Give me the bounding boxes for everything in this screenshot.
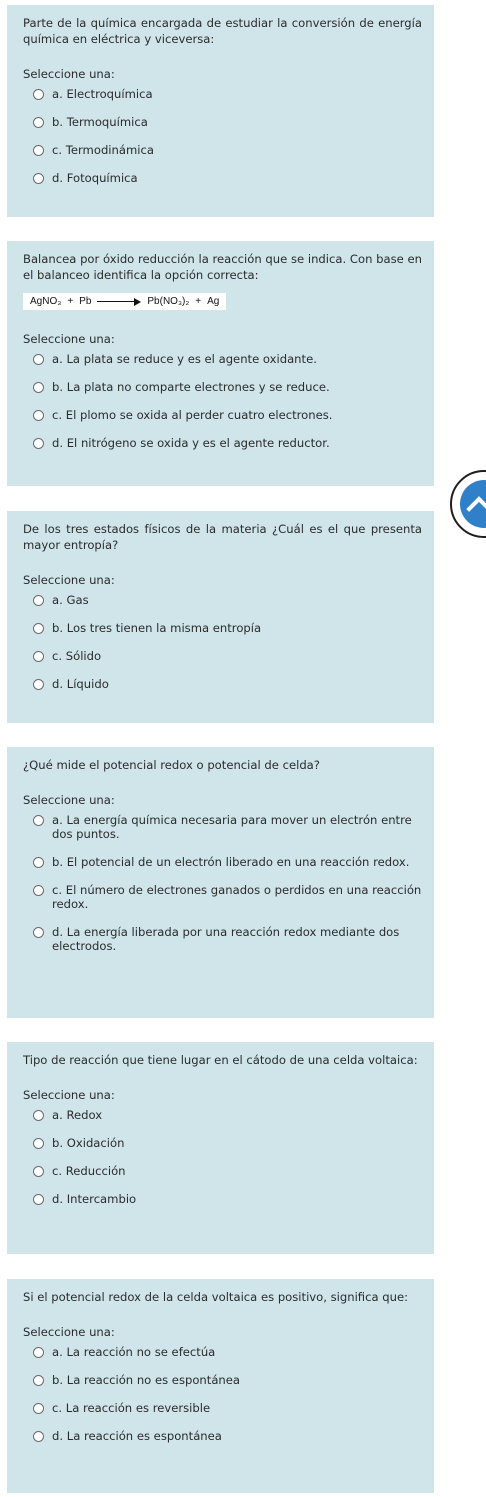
radio-button[interactable] [33,89,44,100]
question-1 [7,5,434,217]
question-3-prompt: Seleccione una: [23,573,115,587]
question-5-option-b[interactable]: b. Oxidación [23,1136,422,1150]
equation-box [23,293,226,310]
radio-button[interactable] [33,410,44,421]
question-3-option-c[interactable]: c. Sólido [23,649,422,663]
scroll-to-top-button[interactable] [450,470,486,538]
question-4 [7,747,434,1018]
question-6-option-d[interactable]: d. La reacción es espontánea [23,1429,422,1443]
question-6-prompt: Seleccione una: [23,1325,115,1339]
radio-button[interactable] [33,927,44,938]
chevron-up-icon [460,480,486,528]
question-6 [7,1279,434,1493]
question-4-options [23,813,422,953]
question-1-prompt: Seleccione una: [23,67,115,81]
radio-button[interactable] [33,1138,44,1149]
equation-plus-1: + [67,296,74,307]
reaction-equation [23,293,422,310]
radio-button[interactable] [33,1166,44,1177]
question-5-prompt: Seleccione una: [23,1088,115,1102]
question-1-option-d[interactable]: d. Fotoquímica [23,171,422,185]
question-3-option-d[interactable]: d. Líquido [23,677,422,691]
question-1-option-a[interactable]: a. Electroquímica [23,87,422,101]
radio-button[interactable] [33,1431,44,1442]
question-5-text: Tipo de reacción que tiene lugar en el cátodo de una celda voltaica: [23,1053,418,1067]
question-3-options [23,593,422,691]
equation-product-2: Ag [207,296,220,307]
radio-button[interactable] [33,173,44,184]
radio-button[interactable] [33,885,44,896]
question-2-option-a[interactable]: a. La plata se reduce y es el agente oxidante. [23,352,422,366]
radio-button[interactable] [33,595,44,606]
question-5 [7,1042,434,1254]
question-2-prompt: Seleccione una: [23,332,115,346]
question-3-text: De los tres estados físicos de la materia ¿Cuál es el que presenta mayor entropía? [23,522,422,552]
question-2-option-c[interactable]: c. El plomo se oxida al perder cuatro electrones. [23,408,422,422]
question-4-text: ¿Qué mide el potencial redox o potencial de celda? [23,758,320,772]
question-6-option-c[interactable]: c. La reacción es reversible [23,1401,422,1415]
radio-button[interactable] [33,145,44,156]
question-3-option-b[interactable]: b. Los tres tienen la misma entropía [23,621,422,635]
radio-button[interactable] [33,857,44,868]
question-4-prompt: Seleccione una: [23,793,115,807]
question-4-option-b[interactable]: b. El potencial de un electrón liberado en una reacción redox. [23,855,422,869]
radio-button[interactable] [33,1194,44,1205]
radio-button[interactable] [33,1110,44,1121]
question-1-option-c[interactable]: c. Termodinámica [23,143,422,157]
question-2-options [23,352,422,450]
question-6-option-a[interactable]: a. La reacción no se efectúa [23,1345,422,1359]
equation-product-1: Pb(NO₃)₂ [147,296,190,307]
question-4-option-d[interactable]: d. La energía liberada por una reacción redox mediante dos electrodos. [23,925,422,953]
question-2-option-d[interactable]: d. El nitrógeno se oxida y es el agente reductor. [23,436,422,450]
radio-button[interactable] [33,1347,44,1358]
equation-reactant-2: Pb [79,296,92,307]
question-3-option-a[interactable]: a. Gas [23,593,422,607]
question-6-option-b[interactable]: b. La reacción no es espontánea [23,1373,422,1387]
question-5-option-c[interactable]: c. Reducción [23,1164,422,1178]
question-5-option-a[interactable]: a. Redox [23,1108,422,1122]
question-2 [7,241,434,486]
equation-reactant-1: AgNO₃ [30,296,62,307]
question-1-option-b[interactable]: b. Termoquímica [23,115,422,129]
radio-button[interactable] [33,1375,44,1386]
radio-button[interactable] [33,354,44,365]
question-4-option-c[interactable]: c. El número de electrones ganados o perdidos en una reacción redox. [23,883,422,911]
radio-button[interactable] [33,382,44,393]
radio-button[interactable] [33,679,44,690]
question-4-option-a[interactable]: a. La energía química necesaria para mover un electrón entre dos puntos. [23,813,422,841]
question-1-text: Parte de la química encargada de estudiar la conversión de energía química en eléctrica y viceversa: [23,16,422,46]
radio-button[interactable] [33,815,44,826]
equation-plus-2: + [195,296,202,307]
radio-button[interactable] [33,651,44,662]
radio-button[interactable] [33,1403,44,1414]
question-2-text: Balancea por óxido reducción la reacción que se indica. Con base en el balanceo identifica la opción correcta: [23,252,422,282]
question-2-option-b[interactable]: b. La plata no comparte electrones y se reduce. [23,380,422,394]
question-6-text: Si el potencial redox de la celda voltaica es positivo, significa que: [23,1290,409,1304]
radio-button[interactable] [33,117,44,128]
question-5-option-d[interactable]: d. Intercambio [23,1192,422,1206]
question-6-options [23,1345,422,1443]
question-1-options [23,87,422,185]
reaction-arrow-icon [97,298,141,306]
radio-button[interactable] [33,623,44,634]
question-3 [7,511,434,723]
radio-button[interactable] [33,438,44,449]
question-5-options [23,1108,422,1206]
